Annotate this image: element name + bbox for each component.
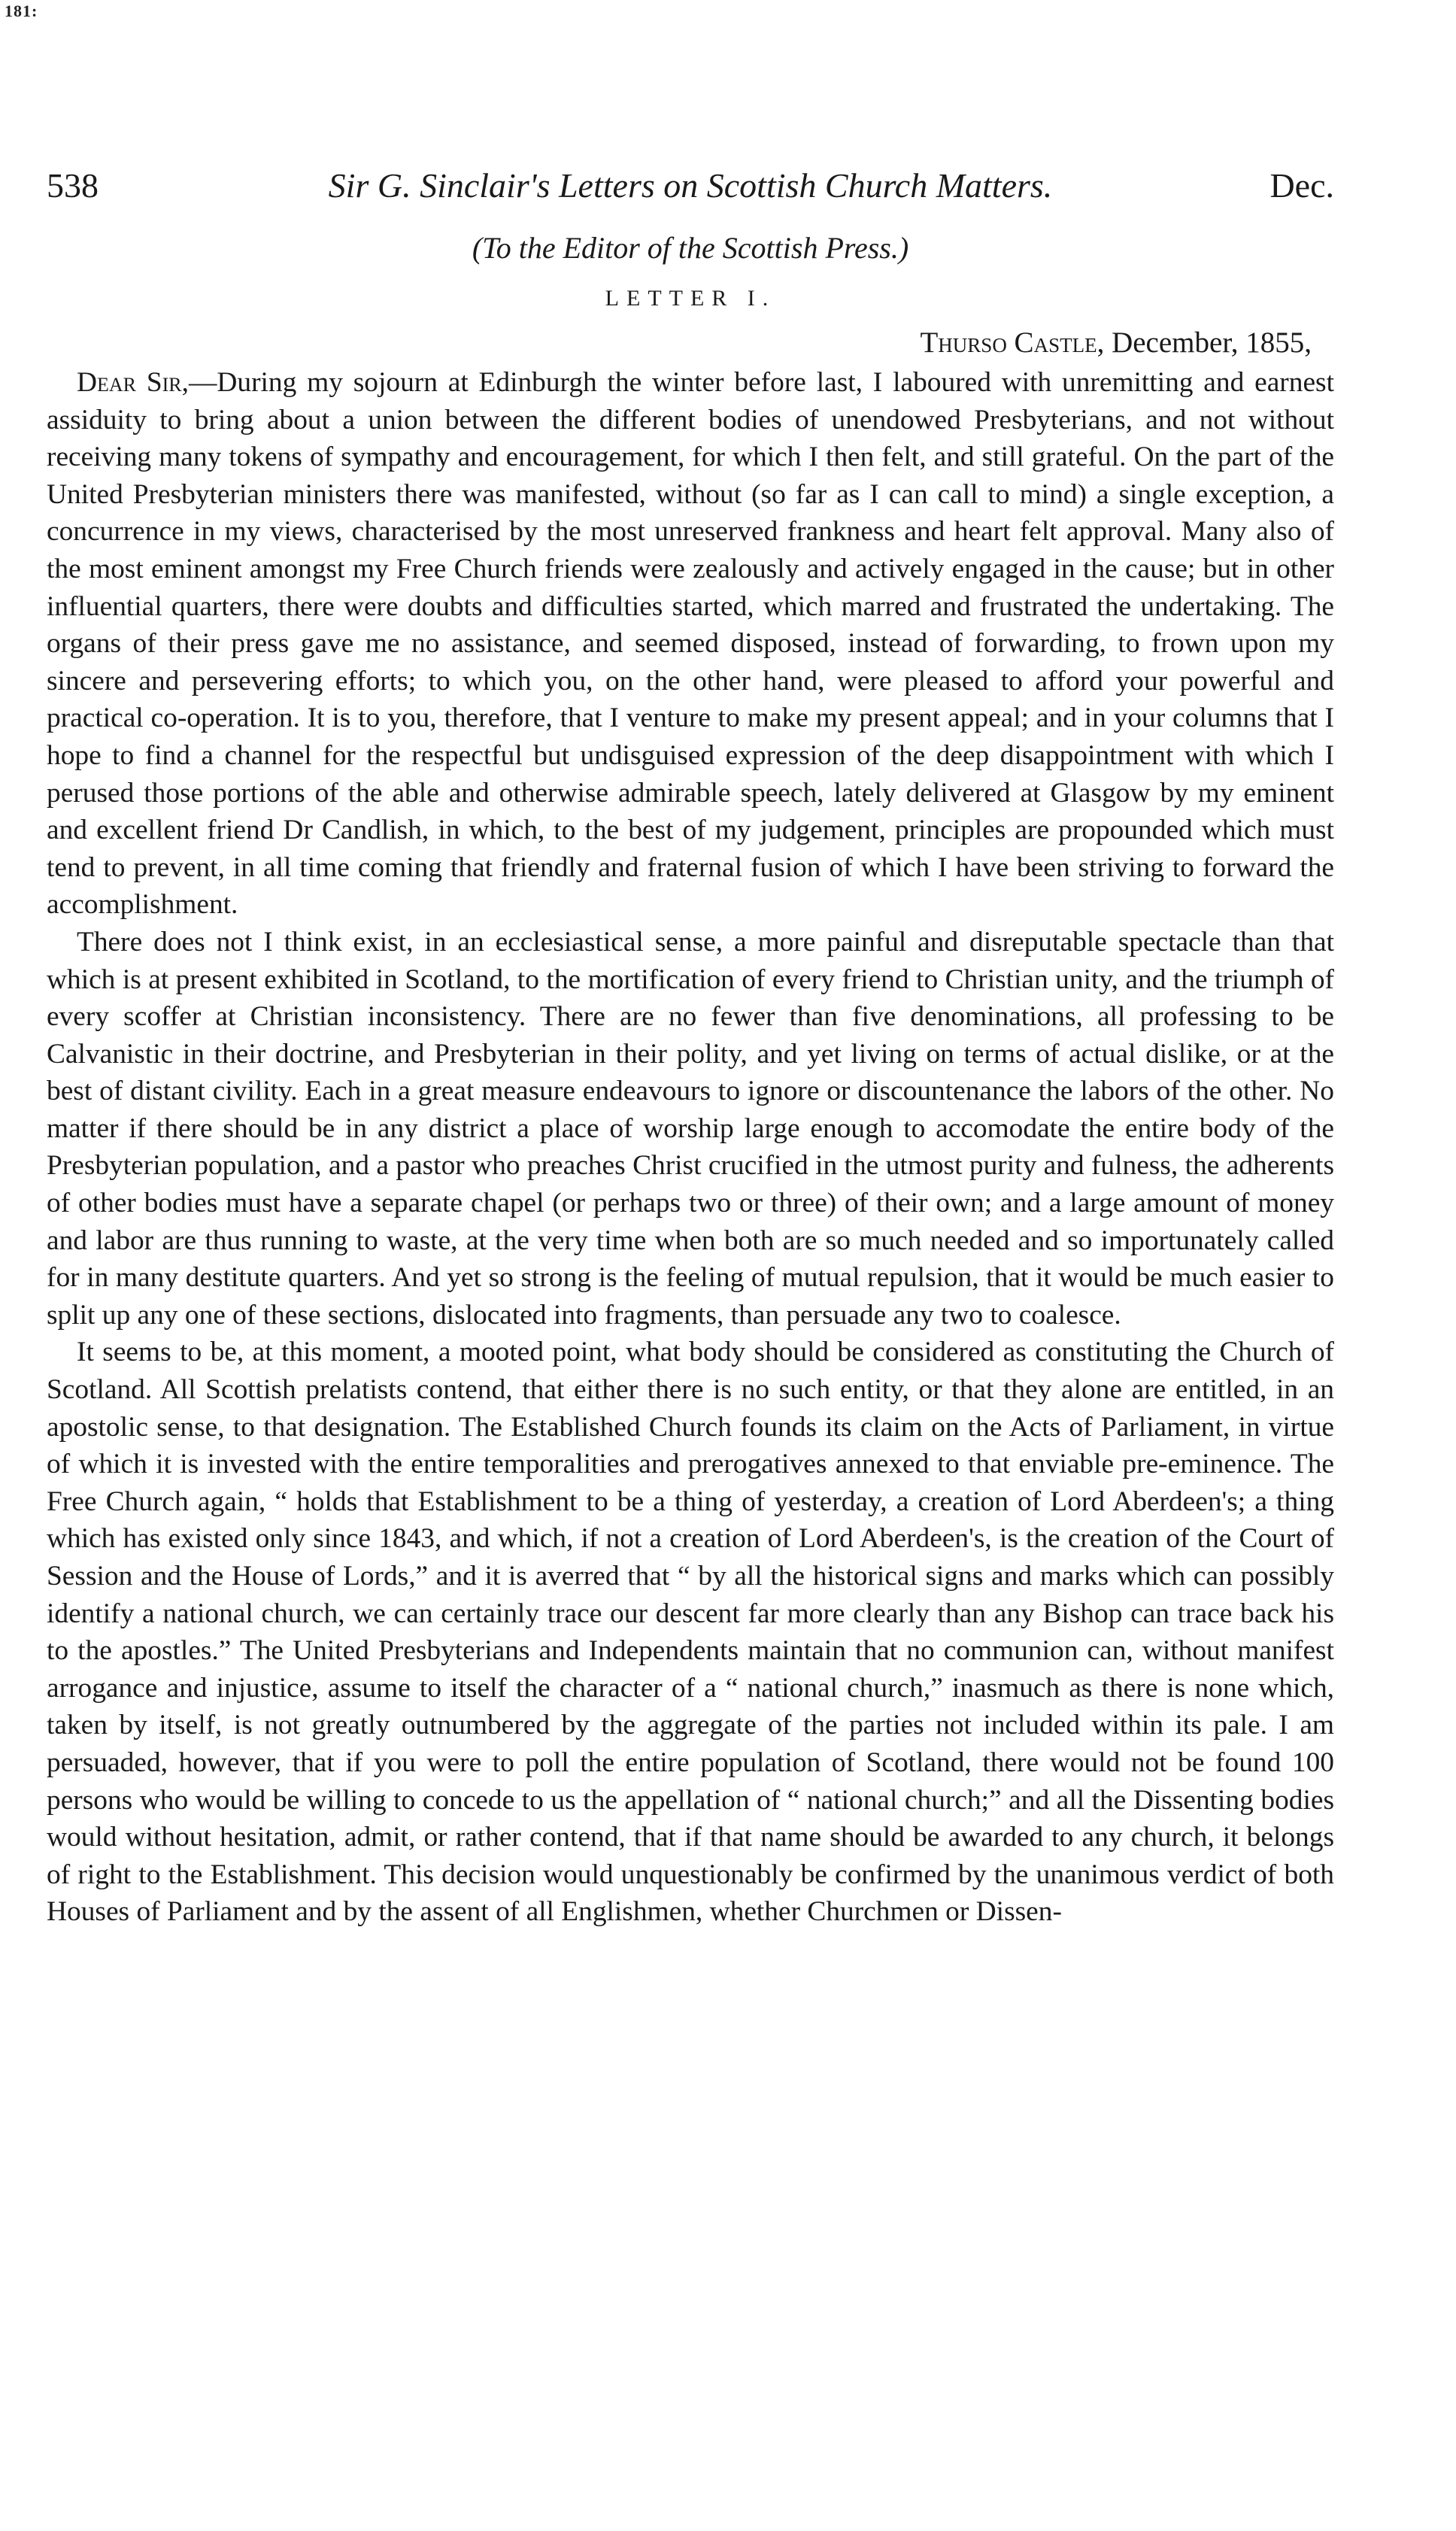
corner-mark: 181:: [5, 2, 38, 20]
header-month: Dec.: [1269, 166, 1334, 205]
paragraph-2: There does not I think exist, in an ecclesiastical sense, a more painful and disreputable spectacle than that which is at present exhibited in Scotland, to the mortification of every friend to Christian unity, and the triumph of every scoffer at Christian inconsistency. There are no fewer than five denominations, all professing to be Calvanistic in their doctrine, and Presbyterian in their polity, and yet living on terms of actual dislike, or at the best of distant civility. Each in a great measure endeavours to ignore or discountenance the labors of the other. No matter if there should be in any district a place of worship large enough to accomodate the entire body of the Presbyterian population, and a pastor who preaches Christ crucified in the utmost purity and fulness, the adherents of other bodies must have a separate chapel (or perhaps two or three) of their own; and a large amount of money and labor are thus running to waste, at the very time when both are so much needed and so importunately called for in many destitute quarters. And yet so strong is the feeling of mutual repulsion, that it would be much easier to split up any one of these sections, dislocated into fragments, than persuade any two to coalesce.: [47, 926, 1334, 1331]
running-header: [47, 150, 1334, 211]
page-number: 538: [47, 166, 99, 205]
dateline-place: Thurso Castle,: [920, 326, 1105, 359]
paragraph-3: It seems to be, at this moment, a mooted point, what body should be considered as constituting the Church of Scotland. All Scottish prelatists contend, that either there is no such entity, or that they alone are entitled, in an apostolic sense, to that designation. The Established Church founds its claim on the Acts of Parliament, in virtue of which it is invested with the entire temporalities and prerogatives annexed to that enviable pre-eminence. The Free Church again, “ holds that Establishment to be a thing of yesterday, a creation of Lord Aberdeen's; a thing which has existed only since 1843, and which, if not a creation of Lord Aberdeen's, is the creation of the Court of Session and the House of Lords,” and it is averred that “ by all the historical signs and marks which can possibly identify a national church, we can certainly trace our descent far more clearly than any Bishop can trace back his to the apostles.” The United Presbyterians and Independents maintain that no communion can, without manifest arrogance and injustice, assume to itself the character of a “ national church,” inasmuch as there is none which, taken by itself, is not greatly outnumbered by the aggregate of the parties not included within its pale. I am persuaded, however, that if you were to poll the entire population of Scotland, there would not be found 100 persons who would be willing to concede to us the appellation of “ national church;” and all the Dissenting bodies would without hesitation, admit, or rather contend, that if that name should be awarded to any church, it belongs of right to the Establishment. This decision would unquestionably be confirmed by the unanimous verdict of both Houses of Parliament and by the assent of all Englishmen, whether Churchmen or Dissen-: [47, 1337, 1334, 1928]
editor-address-line: (To the Editor of the Scottish Press.): [472, 231, 909, 265]
paragraph-1: [47, 364, 1334, 924]
letter-body: [47, 364, 1334, 1931]
document-page: [47, 150, 1334, 1931]
dateline: [47, 322, 1334, 364]
running-title: Sir G. Sinclair's Letters on Scottish Church Matters.: [328, 166, 1053, 205]
dateline-date: December, 1855,: [1112, 326, 1312, 359]
salutation: Dear Sir,: [77, 367, 189, 398]
paragraph-1-text: —During my sojourn at Edinburgh the winter before last, I laboured with unremitting and earnest assiduity to bring about a union between the different bodies of unendowed Presbyterians, and not without receiving many tokens of sympathy and encouragement, for which I then felt, and still grateful. On the part of the United Presbyterian ministers there was manifested, without (so far as I can call to mind) a single exception, a concurrence in my views, characterised by the most unreserved frankness and heart felt approval. Many also of the most eminent amongst my Free Church friends were zealously and actively engaged in the cause; but in other influential quarters, there were doubts and difficulties started, which marred and frustrated the undertaking. The organs of their press gave me no assistance, and seemed disposed, instead of forwarding, to frown upon my sincere and persevering efforts; to which you, on the other hand, were pleased to afford your powerful and practical co-operation. It is to you, therefore, that I venture to make my present appeal; and in your columns that I hope to find a channel for the respectful but undisguised expression of the deep disappointment with which I perused those portions of the able and otherwise admirable speech, lately delivered at Glasgow by my eminent and excellent friend Dr Candlish, in which, to the best of my judgement, principles are propounded which must tend to prevent, in all time coming that friendly and fraternal fusion of which I have been striving to forward the accomplishment.: [47, 367, 1334, 921]
letter-heading: LETTER I.: [605, 286, 776, 311]
